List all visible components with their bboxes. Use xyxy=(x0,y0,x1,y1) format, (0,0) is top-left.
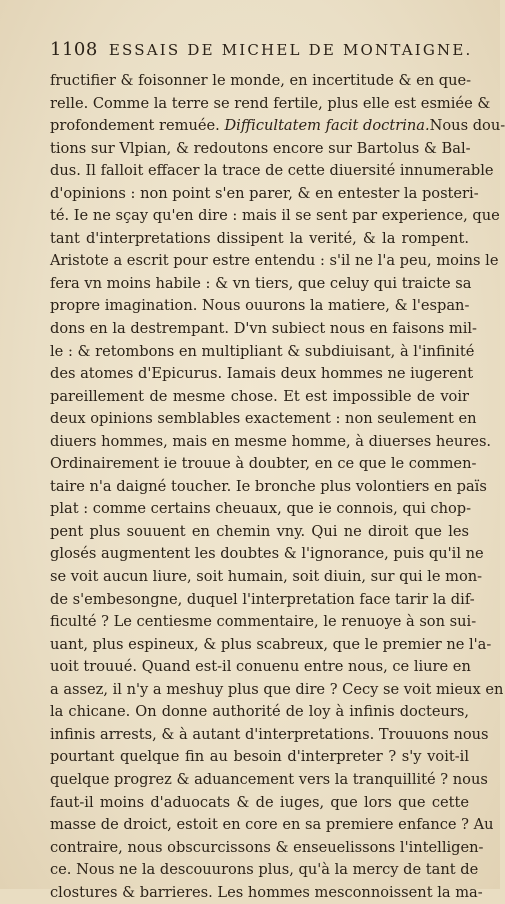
text-line-start: profondement remuée. xyxy=(50,117,225,135)
text-line: propre imagination. Nous ouurons la matiere, & l'espan- xyxy=(50,297,470,315)
text-line xyxy=(50,115,505,138)
page-header xyxy=(50,39,473,67)
text-line: fera vn moins habile : & vn tiers, que celuy qui traicte sa xyxy=(50,274,472,292)
text-line: se voit aucun liure, soit humain, soit diuin, sur qui le mon- xyxy=(50,568,483,586)
text-line: des atomes d'Epicurus. Iamais deux hommes ne iugerent xyxy=(50,365,474,383)
text-line: taire n'a daigné toucher. Ie bronche plus volontiers en païs xyxy=(50,477,487,495)
text-line: faut-il moins d'aduocats & de iuges, que lors que cette xyxy=(50,793,469,811)
text-line: fructifier & foisonner le monde, en incertitude & en que- xyxy=(50,72,472,89)
text-line: ficulté ? Le centiesme commentaire, le renuoye à son sui- xyxy=(50,613,477,631)
text-line: infinis arrests, & à autant d'interpretations. Trouuons nous xyxy=(50,725,489,743)
text-line: relle. Comme la terre se rend fertile, plus elle est esmiée & xyxy=(50,94,491,112)
text-line: la chicane. On donne authorité de loy à infinis docteurs, xyxy=(50,703,469,721)
text-line: clostures & barrieres. Les hommes mesconnoissent la ma- xyxy=(50,883,483,901)
text-line: dons en la destrempant. D'vn subiect nous en faisons mil- xyxy=(50,320,477,338)
text-line: uoit trouué. Quand est-il conuenu entre nous, ce liure en xyxy=(50,658,471,676)
text-line-end: Nous dou- xyxy=(429,117,505,135)
text-line: dus. Il falloit effacer la trace de cette diuersité innumerable xyxy=(50,162,494,180)
page-number: 1108 xyxy=(50,39,98,60)
text-line: de s'embesongne, duquel l'interpretation face tarir la dif- xyxy=(50,590,475,608)
running-title: ESSAIS DE MICHEL DE MONTAIGNE. xyxy=(108,41,473,59)
body-text xyxy=(50,70,505,904)
text-line: Ordinairement ie trouue à doubter, en ce que le commen- xyxy=(50,455,477,473)
text-line: glosés augmentent les doubtes & l'ignorance, puis qu'il ne xyxy=(50,545,484,563)
text-line: deux opinions semblables exactement : non seulement en xyxy=(50,410,477,428)
latin-quotation: Difficultatem facit doctrina. xyxy=(224,117,430,135)
text-line: plat : comme certains cheuaux, que ie connois, qui chop- xyxy=(50,500,472,518)
text-line: diuers hommes, mais en mesme homme, à diuerses heures. xyxy=(50,432,492,450)
text-line: le : & retombons en multipliant & subdiuisant, à l'infinité xyxy=(50,342,475,360)
text-line: tions sur Vlpian, & redoutons encore sur Bartolus & Bal- xyxy=(50,139,471,157)
text-line: té. Ie ne sçay qu'en dire : mais il se sent par experience, que xyxy=(50,207,500,225)
text-line: tant d'interpretations dissipent la verité, & la rompent. xyxy=(50,229,469,247)
text-line: uant, plus espineux, & plus scabreux, que le premier ne l'a- xyxy=(50,635,492,653)
text-line: pourtant quelque fin au besoin d'interpreter ? s'y voit-il xyxy=(50,748,469,766)
text-line: contraire, nous obscurcissons & enseuelissons l'intelligen- xyxy=(50,838,484,856)
text-line: Aristote a escrit pour estre entendu : s'il ne l'a peu, moins le xyxy=(50,252,499,270)
text-line: pent plus souuent en chemin vny. Qui ne diroit que les xyxy=(50,522,469,540)
text-line: a assez, il n'y a meshuy plus que dire ? Cecy se voit mieux en xyxy=(50,680,504,698)
text-line: ce. Nous ne la descouurons plus, qu'à la mercy de tant de xyxy=(50,861,479,879)
text-line: pareillement de mesme chose. Et est impossible de voir xyxy=(50,387,469,405)
text-line: d'opinions : non point s'en parer, & en entester la posteri- xyxy=(50,184,479,202)
text-line: quelque progrez & aduancement vers la tranquillité ? nous xyxy=(50,770,488,788)
text-line: masse de droict, estoit en core en sa premiere enfance ? Au xyxy=(50,816,494,834)
